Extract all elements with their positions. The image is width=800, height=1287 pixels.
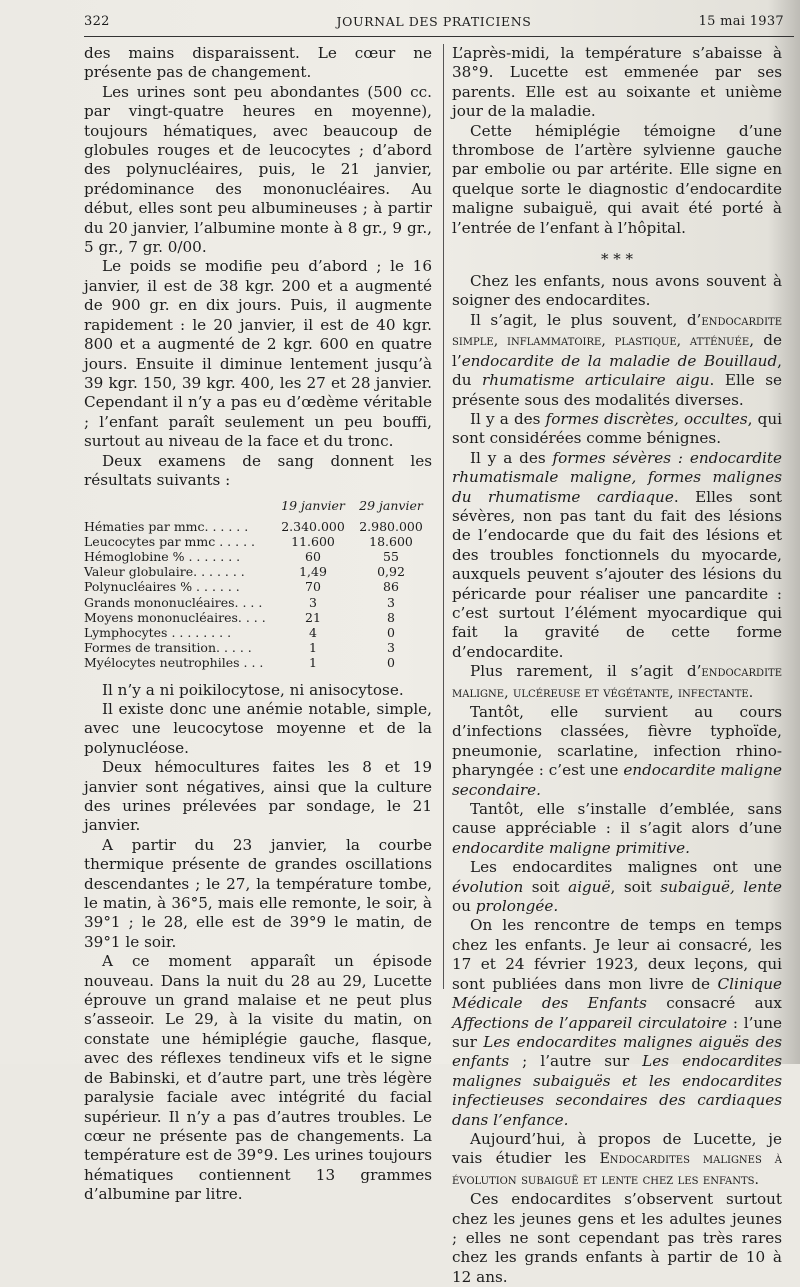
italic-run: Les endocardites malignes subaiguës et les endocardites infectieuses secondaires des cardiaques dans l’enfance.	[452, 1052, 782, 1129]
header-rule	[84, 36, 794, 37]
paragraph	[452, 858, 782, 916]
row-value-19: 1,49	[299, 564, 327, 580]
row-value-29: 0,92	[377, 564, 405, 580]
table-row	[84, 610, 430, 625]
row-value-29: 8	[387, 609, 395, 625]
paragraph	[452, 1130, 782, 1190]
table-row	[84, 549, 430, 564]
italic-run: formes sévères : endocardite rhumatismale maligne, formes malignes du rhumatisme cardiaque	[452, 448, 782, 506]
row-value-19: 60	[305, 548, 321, 564]
table-row	[84, 564, 430, 579]
row-label: Moyens mononucléaires. . . .	[84, 609, 266, 625]
table-header-col2: 29 janvier	[359, 498, 423, 514]
text-run: Les endocardites malignes ont une	[470, 858, 782, 877]
small-caps-run: endocardite maligne, ulcéreuse et végétante, infectante.	[452, 664, 782, 701]
paragraph: A partir du 23 janvier, la courbe thermique présente de grandes oscillations descendantes ; le 27, la température tombe, le matin, à 36°5, mais elle remonte, le soir, à 39°1 ; le 28, elle est de 39°9 le matin, de 39°1 le soir.	[84, 835, 432, 951]
italic-run: Affections de l’appareil circulatoire	[452, 1013, 728, 1032]
blood-exam-table	[84, 498, 430, 670]
row-value-29: 18.600	[369, 533, 413, 549]
row-label: Polynucléaires % . . . . . .	[84, 579, 240, 595]
text-run: , de l’	[452, 331, 782, 370]
small-caps-run: endocardite simple, inflammatoire, plastique, atténuée	[452, 312, 782, 350]
row-value-19: 4	[309, 624, 317, 640]
paragraph: des mains disparaissent. Le cœur ne présente pas de changement.	[84, 44, 432, 82]
paragraph: Chez les enfants, nous avons souvent à soigner des endocardites.	[452, 272, 782, 310]
paragraph: Cette hémiplégie témoigne d’une thrombose de l’artère sylvienne gauche par embolie ou par artérite. Elle signe en quelque sorte le diagnostic d’endocardite maligne subaiguë, qui avait été porté à l’entrée de l’enfant à l’hôpital.	[452, 121, 782, 237]
table-row	[84, 579, 430, 594]
text-run: : l’une sur	[452, 1013, 782, 1051]
paragraph: Les urines sont peu abondantes (500 cc. par vingt-quatre heures en moyenne), toujours hématiques, avec beaucoup de globules rouges et de leucocytes ; d’abord des polynucléaires, puis, le 21 janvier, prédominance des mononucléaires. Au début, elles sont peu albumineuses ; à partir du 20 janvier, l’albumine monte à 8 gr., 9 gr., 5 gr., 7 gr. 0/00.	[84, 82, 432, 257]
row-value-19: 3	[309, 594, 317, 610]
journal-title: JOURNAL DES PRATICIENS	[336, 14, 532, 29]
text-run: soit	[523, 877, 569, 896]
text-run: Tantôt, elle survient au cours d’infections classées, fièvre typhoïde, pneumonie, scarlatine, infection rhino-pharyngée : c’est une	[452, 703, 782, 780]
row-value-19: 1	[309, 640, 317, 656]
row-value-19: 1	[309, 655, 317, 671]
italic-run: subaiguë, lente	[660, 877, 783, 896]
italic-run: aiguë	[568, 877, 611, 896]
right-column	[452, 44, 782, 1287]
row-value-29: 86	[383, 579, 399, 595]
row-value-29: 2.980.000	[359, 518, 423, 534]
table-row	[84, 625, 430, 640]
paragraph	[452, 800, 782, 858]
paragraph	[452, 410, 782, 449]
text-run: Aujourd’hui, à propos de Lucette, je vais étudier les	[452, 1129, 782, 1168]
paragraph: Deux hémocultures faites les 8 et 19 janvier sont négatives, ainsi que la culture des urines prélevées par sondage, le 21 janvier.	[84, 758, 432, 835]
row-label: Grands mononucléaires. . . .	[84, 594, 263, 610]
text-run: . Elle se présente sous des modalités diverses.	[452, 371, 782, 409]
left-column	[84, 44, 432, 1205]
italic-run: endocardite de la maladie de Bouillaud	[461, 351, 778, 370]
row-value-19: 70	[305, 579, 321, 595]
row-label: Leucocytes par mmc . . . . .	[84, 533, 255, 549]
italic-run: formes discrètes, occultes	[545, 409, 748, 428]
italic-run: prolongée.	[475, 897, 559, 916]
paragraph	[452, 662, 782, 703]
row-value-29: 3	[387, 594, 395, 610]
paragraph: Deux examens de sang donnent les résultats suivants :	[84, 451, 432, 489]
row-label: Hémoglobine % . . . . . . .	[84, 548, 241, 564]
paragraph: Il n’y a ni poikilocytose, ni anisocytose.	[102, 680, 404, 699]
paragraph	[452, 703, 782, 800]
text-run: consacré aux	[646, 994, 782, 1013]
italic-run: évolution	[452, 877, 524, 896]
row-label: Lymphocytes . . . . . . . .	[84, 624, 232, 640]
paragraph	[452, 311, 782, 410]
table-row	[84, 595, 430, 610]
column-divider	[443, 44, 444, 989]
italic-run: endocardite maligne secondaire.	[452, 761, 782, 799]
row-label: Myélocytes neutrophiles . . .	[84, 655, 264, 671]
row-value-29: 0	[387, 655, 395, 671]
section-separator-stars: * * *	[600, 250, 634, 269]
text-run: , qui sont considérées comme bénignes.	[452, 409, 782, 448]
text-run: . Elles sont sévères, non pas tant du fait des lésions de l’endocarde que du fait des lésions et des troubles fonctionnels du myocarde, auxquels peuvent s’ajouter des lésions du péricarde pour réaliser une pancardite : c’est surtout l’élément myocardique qui fait la gravité de cette forme d’endocardite.	[452, 487, 783, 661]
row-value-19: 11.600	[291, 533, 335, 549]
paragraph: Il existe donc une anémie notable, simple, avec une leucocytose moyenne et de la polynucléose.	[84, 699, 432, 757]
text-run: Il y a des	[470, 409, 546, 428]
table-row	[84, 640, 430, 655]
table-row	[84, 655, 430, 670]
table-header-col1: 19 janvier	[281, 498, 345, 514]
row-label: Hématies par mmc. . . . . .	[84, 518, 249, 534]
text-run: ; l’autre sur	[509, 1052, 643, 1071]
row-value-19: 21	[305, 609, 321, 625]
text-run: Il s’agit, le plus souvent, d’	[470, 310, 702, 329]
paragraph	[452, 916, 782, 1129]
table-row	[84, 519, 430, 534]
paragraph: Le poids se modifie peu d’abord ; le 16 janvier, il est de 38 kgr. 200 et a augmenté de 900 gr. en dix jours. Puis, il augmente rapidement : le 20 janvier, il est de 40 kgr. 800 et a augmenté de 2 kgr. 600 en quatre jours. Ensuite il diminue lentement jusqu’à 39 kgr. 150, 39 kgr. 400, les 27 et 28 janvier. Cependant il n’y a pas eu d’œdème véritable ; l’enfant paraît seulement un peu bouffi, surtout au niveau de la face et du tronc.	[84, 257, 432, 451]
row-label: Formes de transition. . . . .	[84, 640, 252, 656]
text-run: , du	[452, 351, 782, 390]
small-caps-run: Endocardites malignes à évolution subaiguë et lente chez les enfants.	[452, 1151, 782, 1188]
table-header-empty	[84, 498, 274, 518]
text-run: Plus rarement, il s’agit d’	[470, 662, 702, 681]
text-run: Tantôt, elle s’installe d’emblée, sans cause appréciable : il s’agit alors d’une	[452, 800, 782, 838]
page-header	[84, 14, 784, 36]
paragraph: Ces endocardites s’observent surtout chez les jeunes gens et les adultes jeunes ; elles ne sont cependant pas très rares chez les grands enfants à partir de 10 à 12 ans.	[452, 1190, 782, 1286]
italic-run: rhumatisme articulaire aigu	[482, 371, 710, 390]
paragraph: A ce moment apparaît un épisode nouveau. Dans la nuit du 28 au 29, Lucette éprouve un grand malaise et ne peut plus s’asseoir. Le 29, à la visite du matin, on constate une hémiplégie gauche, flasque, avec des réflexes tendineux vifs et le signe de Babinski, et d’autre part, une très légère paralysie faciale avec intégrité du facial supérieur. Il n’y a pas d’autres troubles. Le cœur ne présente pas de changements. La température est de 39°9. Les urines toujours hématiques contiennent 13 grammes d’albumine par litre.	[84, 952, 432, 1204]
row-value-29: 3	[387, 640, 395, 656]
row-value-29: 0	[387, 624, 395, 640]
italic-run: Les endocardites malignes aiguës des enfants	[452, 1032, 782, 1071]
italic-run: endocardite maligne primitive.	[452, 838, 690, 857]
text-run: , soit	[610, 877, 661, 896]
paragraph: L’après-midi, la température s’abaisse à 38°9. Lucette est emmenée par ses parents. Elle est au soixante et unième jour de la maladie.	[452, 44, 782, 121]
page-number: 322	[84, 14, 110, 29]
text-run: Il y a des	[470, 448, 553, 467]
issue-date: 15 mai 1937	[698, 14, 784, 29]
table-row	[84, 534, 430, 549]
text-run: On les rencontre de temps en temps chez les enfants. Je leur ai consacré, les 17 et 24 février 1923, deux leçons, qui sont publiées dans mon livre de	[452, 916, 782, 993]
table-header-row	[84, 498, 430, 518]
row-value-29: 55	[383, 548, 399, 564]
paragraph	[452, 449, 782, 662]
row-label: Valeur globulaire. . . . . . .	[84, 564, 245, 580]
text-run: ou	[452, 897, 476, 916]
row-value-19: 2.340.000	[281, 518, 345, 534]
italic-run: Clinique Médicale des Enfants	[452, 974, 782, 1013]
